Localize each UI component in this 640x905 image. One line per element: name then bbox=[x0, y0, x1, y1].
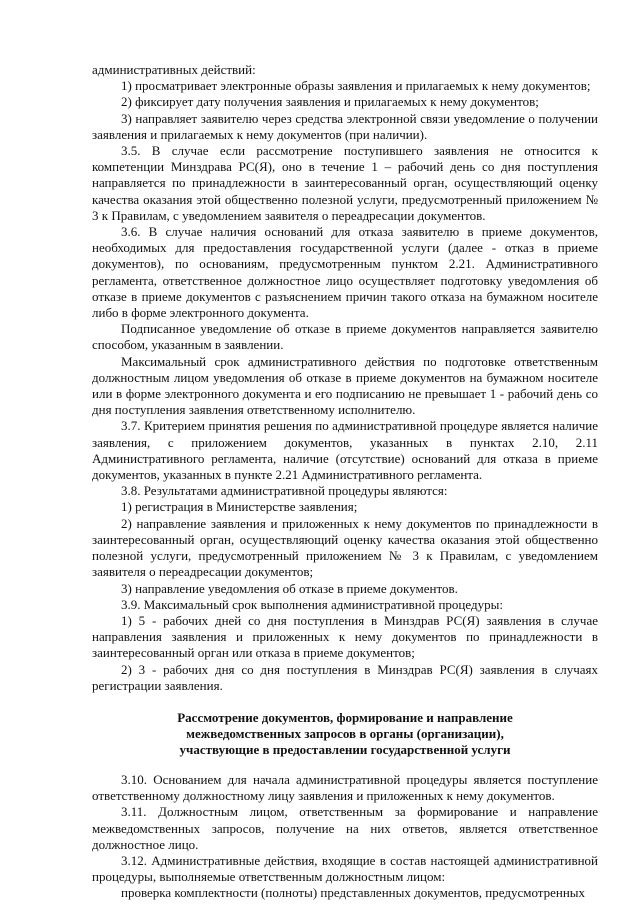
section-heading-line: участвующие в предоставлении государственной услуги bbox=[179, 741, 511, 757]
paragraph: 3.5. В случае если рассмотрение поступившего заявления не относится к компетенции Минздрава РС(Я), оно в течение 1 – рабочий день со дня поступления направляется по принадлежности в заинтересованный орган, осуществляющий оценку качества оказания этой общественно полезной услуги, предусмотренный приложением № 3 к Правилам, с уведомлением заявителя о переадресации документов. bbox=[92, 143, 598, 223]
section-heading-line: Рассмотрение документов, формирование и направление bbox=[177, 709, 513, 725]
paragraph: Максимальный срок административного действия по подготовке ответственным должностным лицом уведомления об отказе в приеме документов на бумажном носителе или в форме электронного документа и его подписанию не превышает 1 - рабочий день со дня поступления заявления ответственному исполнителю. bbox=[92, 353, 598, 418]
section-heading bbox=[92, 710, 598, 758]
paragraph: 3.6. В случае наличия оснований для отказа заявителю в приеме документов, необходимых для предоставления государственной услуги (далее - отказ в приеме документов), по основаниям, предусмотренным пунктом 2.21. Административного регламента, ответственное должностное лицо осуществляет подготовку уведомления об отказе в приеме документов с разъяснением причин такого отказа на бумажном носителе либо в форме электронного документа. bbox=[92, 224, 598, 321]
paragraph: 1) 5 - рабочих дней со дня поступления в Минздрав РС(Я) заявления в случае направления заявления и приложенных к нему документов по принадлежности в заинтересованный орган или отказа в приеме документов; bbox=[92, 612, 598, 661]
section-heading-line: межведомственных запросов в органы (организации), bbox=[186, 725, 504, 741]
paragraph: 2) 3 - рабочих дня со дня поступления в Минздрав РС(Я) заявления в случаях регистрации заявления. bbox=[92, 661, 598, 693]
paragraph: 3) направляет заявителю через средства электронной связи уведомление о получении заявления и прилагаемых к нему документов (при наличии). bbox=[92, 110, 598, 142]
paragraph: 3) направление уведомления об отказе в приеме документов. bbox=[121, 580, 458, 596]
paragraph: 3.7. Критерием принятия решения по административной процедуре является наличие заявления, с приложением документов, указанных в пунктах 2.10, 2.11 Административного регламента, наличие (отсутствие) оснований для отказа в приеме документов, указанных в пункте 2.21 Административного регламента. bbox=[92, 418, 598, 483]
paragraph: 3.8. Результатами административной процедуры являются: bbox=[121, 483, 448, 499]
document-body-top bbox=[92, 62, 598, 694]
paragraph: 2) направление заявления и приложенных к нему документов по принадлежности в заинтересованный орган, осуществляющий оценку качества оказания этой общественно полезной услуги, предусмотренный приложением № 3 к Правилам, с уведомлением заявителя о переадресации документов; bbox=[92, 515, 598, 580]
paragraph: Подписанное уведомление об отказе в приеме документов направляется заявителю способом, указанным в заявлении. bbox=[92, 321, 598, 353]
paragraph: 1) регистрация в Министерстве заявления; bbox=[121, 499, 358, 515]
paragraph: проверка комплектности (полноты) представленных документов, предусмотренных bbox=[121, 885, 586, 901]
paragraph: 2) фиксирует дату получения заявления и прилагаемых к нему документов; bbox=[121, 94, 539, 110]
paragraph: 3.11. Должностным лицом, ответственным за формирование и направление межведомственных запросов, получение на них ответов, является ответственное должностное лицо. bbox=[92, 804, 598, 852]
paragraph: 3.12. Административные действия, входящие в состав настоящей административной процедуры, выполняемые ответственным должностным лицом: bbox=[92, 852, 598, 885]
paragraph: 3.9. Максимальный срок выполнения административной процедуры: bbox=[121, 596, 503, 612]
paragraph: административных действий: bbox=[92, 62, 256, 77]
document-body-bottom bbox=[92, 772, 598, 902]
paragraph: 1) просматривает электронные образы заявления и прилагаемых к нему документов; bbox=[121, 78, 591, 94]
paragraph: 3.10. Основанием для начала административной процедуры является поступление ответственному должностному лицу заявления и приложенных к нему документов. bbox=[92, 771, 598, 804]
